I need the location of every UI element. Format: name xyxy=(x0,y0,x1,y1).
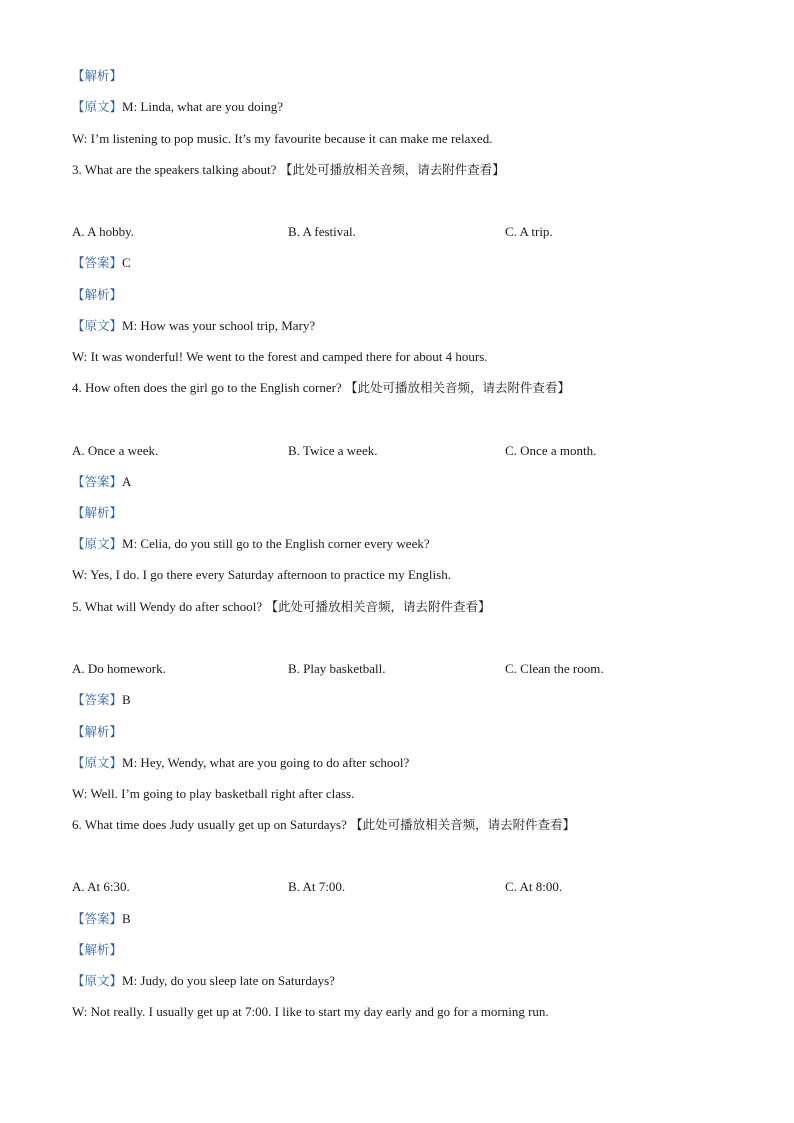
option-b: B. A festival. xyxy=(288,224,356,239)
audio-note: 【此处可播放相关音频，请去附件查看】 xyxy=(344,380,570,395)
transcript-m: 【原文】M: Linda, what are you doing? xyxy=(72,99,284,114)
transcript-w: W: Yes, I do. I go there every Saturday afternoon to practice my English. xyxy=(72,567,451,582)
option-a: A. At 6:30. xyxy=(72,879,130,894)
transcript-w: W: Not really. I usually get up at 7:00. I like to start my day early and go for a morning run. xyxy=(72,1004,549,1019)
audio-note: 【此处可播放相关音频，请去附件查看】 xyxy=(279,162,505,177)
option-b: B. Twice a week. xyxy=(288,443,378,458)
answer-line: 【答案】B xyxy=(72,692,131,707)
analysis-label: 【解析】 xyxy=(72,287,123,302)
transcript-m: 【原文】M: Hey, Wendy, what are you going to do after school? xyxy=(72,755,410,770)
question-5: 5. What will Wendy do after school? 【此处可播放相关音频，请去附件查看】 xyxy=(72,599,491,614)
transcript-m: 【原文】M: How was your school trip, Mary? xyxy=(72,318,316,333)
option-b: B. At 7:00. xyxy=(288,879,346,894)
option-a: A. Do homework. xyxy=(72,661,166,676)
transcript-m: 【原文】M: Judy, do you sleep late on Saturdays? xyxy=(72,973,335,988)
audio-note: 【此处可播放相关音频，请去附件查看】 xyxy=(265,599,491,614)
answer-line: 【答案】C xyxy=(72,255,131,270)
option-c: C. At 8:00. xyxy=(505,879,563,894)
option-a: A. Once a week. xyxy=(72,443,159,458)
analysis-label: 【解析】 xyxy=(72,942,123,957)
option-a: A. A hobby. xyxy=(72,224,134,239)
audio-note: 【此处可播放相关音频，请去附件查看】 xyxy=(350,817,576,832)
transcript-m: 【原文】M: Celia, do you still go to the English corner every week? xyxy=(72,536,430,551)
transcript-w: W: It was wonderful! We went to the forest and camped there for about 4 hours. xyxy=(72,349,488,364)
analysis-label: 【解析】 xyxy=(72,68,123,83)
analysis-label: 【解析】 xyxy=(72,724,123,739)
option-b: B. Play basketball. xyxy=(288,661,386,676)
answer-line: 【答案】B xyxy=(72,911,131,926)
transcript-w: W: Well. I’m going to play basketball right after class. xyxy=(72,786,355,801)
option-c: C. A trip. xyxy=(505,224,553,239)
option-c: C. Once a month. xyxy=(505,443,597,458)
analysis-label: 【解析】 xyxy=(72,505,123,520)
option-c: C. Clean the room. xyxy=(505,661,604,676)
question-3: 3. What are the speakers talking about? 【此处可播放相关音频，请去附件查看】 xyxy=(72,162,505,177)
transcript-w: W: I’m listening to pop music. It’s my favourite because it can make me relaxed. xyxy=(72,131,493,146)
answer-line: 【答案】A xyxy=(72,474,132,489)
question-6: 6. What time does Judy usually get up on Saturdays? 【此处可播放相关音频，请去附件查看】 xyxy=(72,817,576,832)
question-4: 4. How often does the girl go to the English corner? 【此处可播放相关音频，请去附件查看】 xyxy=(72,380,570,395)
